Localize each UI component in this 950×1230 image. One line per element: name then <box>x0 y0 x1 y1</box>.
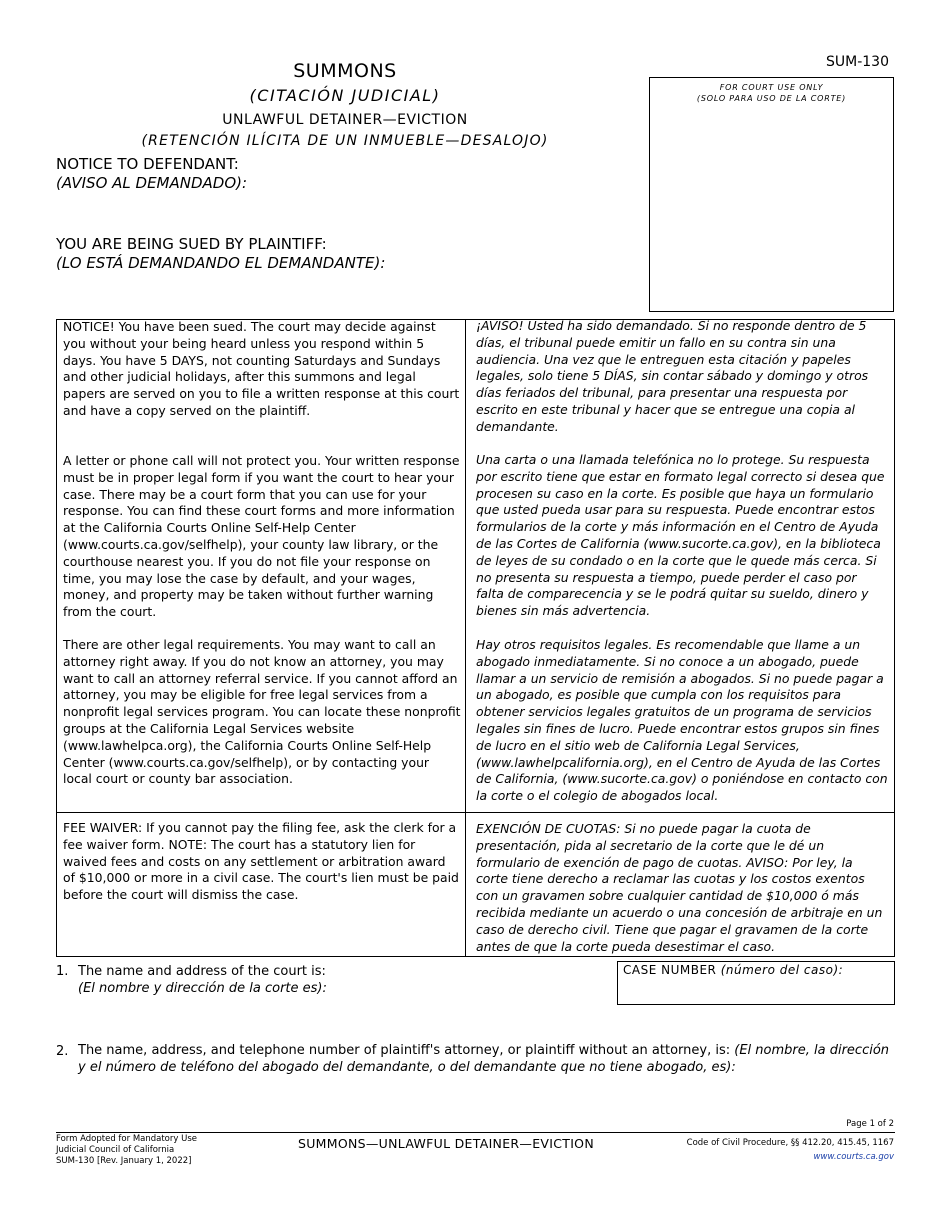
notice-es-paragraph-3: Hay otros requisitos legales. Es recomendable que llame a un abogado inmediatamente. Si no conoce a un abogado, puede llamar a un servicio de remisión a abogados. Si no puede pagar a un abogado, es posible que cumpla con los requisitos para obtener servicios legales gratuitos de un programa de servicios legales sin fines de lucro. Puede encontrar estos grupos sin fines de lucro en el sitio web de California Legal Services, (www.lawhelpcalifornia.org), en el Centro de Ayuda de las Cortes de California, (www.sucorte.ca.gov) o poniéndose en contacto con la corte o el colegio de abogados local. <box>476 637 888 804</box>
court-use-label-spanish: (SOLO PARA USO DE LA CORTE) <box>696 94 847 103</box>
fee-waiver-es: EXENCIÓN DE CUOTAS: Si no puede pagar la cuota de presentación, pida al secretario de la corte que le dé un formulario de exención de pago de cuotas. AVISO: Por ley, la corte tiene derecho a reclamar las cuotas y los costos exentos con un gravamen sobre cualquier cantidad de $10,000 ó más recibida mediante un acuerdo o una concesión de arbitraje en un caso de derecho civil. Tiene que pagar el gravamen de la corte antes de que la corte pueda desestimar el caso. <box>476 821 883 954</box>
notice-to-defendant-text: NOTICE TO DEFENDANT: <box>56 155 239 173</box>
adoption-line-2: Judicial Council of California <box>56 1145 175 1155</box>
adoption-line-3: SUM-130 [Rev. January 1, 2022] <box>56 1156 192 1166</box>
notice-to-defendant-spanish: (AVISO AL DEMANDADO): <box>56 174 248 192</box>
footer-title: SUMMONS—UNLAWFUL DETAINER—EVICTION <box>298 1136 594 1151</box>
item-1-text: The name and address of the court is: <box>78 964 326 979</box>
case-number-label-spanish: (número del caso): <box>720 963 844 977</box>
item-1-number: 1. <box>56 964 69 979</box>
form-subtitle: UNLAWFUL DETAINER—EVICTION <box>222 112 468 128</box>
notice-en-paragraph-2: A letter or phone call will not protect you. Your written response must be in proper legal form if you want the court to hear your case. There may be a court form that you can use for your response. You can find these court forms and more information at the California Courts Online Self-Help Center (www.courts.ca.gov/selfhelp), your county law library, or the courthouse nearest you. If you do not file your response on time, you may lose the case by default, and your wages, money, and property may be taken without further warning from the court. <box>63 453 460 620</box>
notice-en-paragraph-3: There are other legal requirements. You may want to call an attorney right away. If you do not know an attorney, you may want to call an attorney referral service. If you cannot afford an attorney, you may be eligible for free legal services from a nonprofit legal services program. You can locate these nonprofit groups at the California Legal Services website (www.lawhelpca.org), the California Courts Online Self-Help Center (www.courts.ca.gov/selfhelp), or by contacting your local court or county bar association. <box>63 637 461 787</box>
item-2-number: 2. <box>56 1044 69 1059</box>
fee-waiver-divider <box>56 812 895 813</box>
notice-es-paragraph-2: Una carta o una llamada telefónica no lo protege. Su respuesta por escrito tiene que estar en formato legal correcto si desea que procesen su caso en la corte. Es posible que haya un formulario que usted pueda usar para su respuesta. Puede encontrar estos formularios de la corte y más información en el Centro de Ayuda de las Cortes de California (www.sucorte.ca.gov), en la biblioteca de leyes de su condado o en la corte que le quede más cerca. Si no presenta su respuesta a tiempo, puede perder el caso por falta de comparecencia y se le podrá quitar su sueldo, dinero y bienes sin más advertencia. <box>476 452 885 619</box>
notice-to-defendant-label <box>56 155 247 193</box>
form-subtitle-spanish: (RETENCIÓN ILÍCITA DE UN INMUEBLE—DESALOJO) <box>141 133 549 149</box>
item-1-spanish: (El nombre y dirección de la corte es): <box>78 981 327 996</box>
footer-rule <box>56 1132 895 1133</box>
form-title: SUMMONS <box>293 60 397 82</box>
code-citation: Code of Civil Procedure, §§ 412.20, 415.45, 1167 <box>686 1138 894 1148</box>
item-2-label <box>78 1042 895 1076</box>
footer-code-info <box>687 1136 894 1164</box>
adoption-line-1: Form Adopted for Mandatory Use <box>56 1134 197 1144</box>
form-title-spanish: (CITACIÓN JUDICIAL) <box>249 86 441 105</box>
case-number-field[interactable] <box>617 961 895 1005</box>
courts-website-link[interactable]: www.courts.ca.gov <box>813 1152 894 1162</box>
notice-column-divider <box>465 319 466 957</box>
item-2-text: The name, address, and telephone number of plaintiff's attorney, or plaintiff without an attorney, is: <box>78 1043 731 1058</box>
fee-waiver-en: FEE WAIVER: If you cannot pay the filing fee, ask the clerk for a fee waiver form. NOTE: The court has a statutory lien for waived fees and costs on any settlement or arbitration award of $10,000 or more in a civil case. The court's lien must be paid before the court will dismiss the case. <box>63 820 459 903</box>
sued-by-plaintiff-label <box>56 235 385 273</box>
item-2-spanish: (El nombre, la dirección y el número de teléfono del abogado del demandante, o del demandante que no tiene abogado, es): <box>78 1043 890 1075</box>
form-number: SUM-130 <box>826 54 889 70</box>
form-adoption-info <box>56 1134 197 1167</box>
court-use-only-box <box>649 77 894 312</box>
sued-by-plaintiff-spanish: (LO ESTÁ DEMANDANDO EL DEMANDANTE): <box>56 254 386 272</box>
notice-es-paragraph-1: ¡AVISO! Usted ha sido demandado. Si no responde dentro de 5 días, el tribunal puede emitir un fallo en su contra sin una audiencia. Una vez que le entreguen esta citación y papeles legales, solo tiene 5 DÍAS, sin contar sábado y domingo y otros días feriados del tribunal, para presentar una respuesta por escrito en este tribunal y hacer que se entregue una copia al demandante. <box>476 318 869 434</box>
sued-by-plaintiff-text: YOU ARE BEING SUED BY PLAINTIFF: <box>56 235 327 253</box>
page-number: Page 1 of 2 <box>846 1119 894 1129</box>
case-number-label: CASE NUMBER <box>623 963 717 977</box>
notice-en-paragraph-1: NOTICE! You have been sued. The court may decide against you without your being heard unless you respond within 5 days. You have 5 DAYS, not counting Saturdays and Sundays and other judicial holidays, after this summons and legal papers are served on you to file a written response at this court and have a copy served on the plaintiff. <box>63 319 460 418</box>
item-1-label <box>78 963 327 997</box>
court-use-label: FOR COURT USE ONLY <box>719 83 824 92</box>
